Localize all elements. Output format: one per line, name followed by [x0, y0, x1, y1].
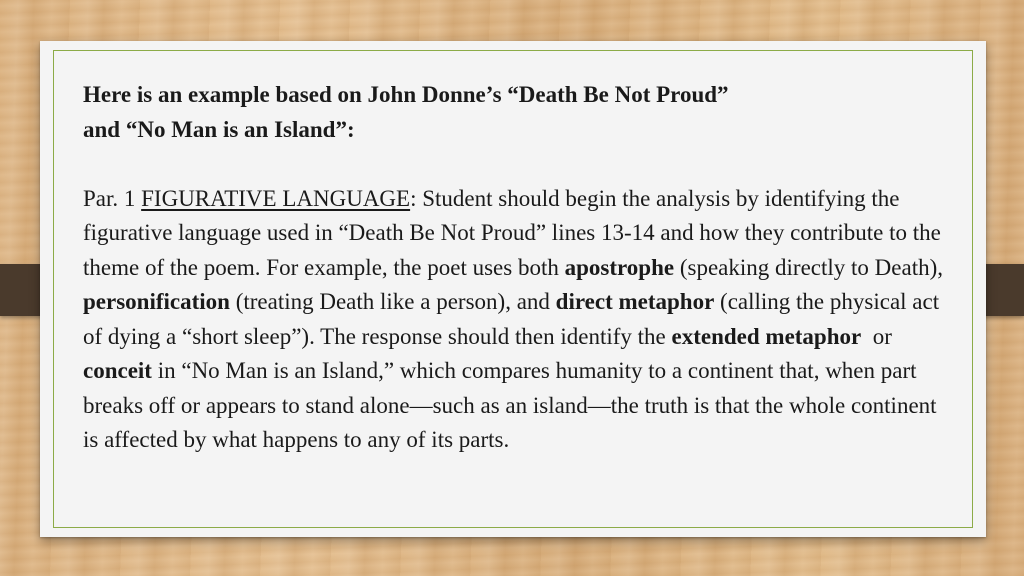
paragraph-text-4: (calling the physical act of dying a “short sleep”). The response should then identify the: [83, 289, 940, 349]
term-conceit: conceit: [83, 358, 152, 383]
paragraph-text-5: or: [861, 323, 898, 349]
slide-text-block: [83, 78, 953, 458]
paragraph-spacer: [83, 147, 953, 182]
paragraph-text-1: : Student should begin the analysis by identifying the figurative language used in “Death Be Not Proud” lines 13-14 and how they contribute to the theme of the poem. For example, the poet uses both: [83, 185, 941, 280]
term-extended-metaphor: extended metaphor: [671, 323, 862, 349]
paragraph-text-2: (speaking directly to Death),: [674, 254, 943, 280]
paragraph-1: [83, 182, 953, 458]
paragraph-label: Par. 1: [83, 185, 142, 211]
term-personification: personification: [83, 289, 230, 314]
slide-card: [40, 41, 986, 537]
heading-line-2: and “No Man is an Island”:: [83, 116, 355, 142]
term-direct-metaphor: direct metaphor: [555, 289, 715, 314]
paragraph-text-6: in “No Man is an Island,” which compares humanity to a continent that, when part breaks off or appears to stand alone—such as an island—the truth is that the whole continent is affected by what happens to any of its parts.: [83, 358, 937, 452]
slide-heading: [83, 78, 953, 147]
paragraph-text-3: (treating Death like a person), and: [229, 289, 556, 314]
heading-line-1: Here is an example based on John Donne’s “Death Be Not Proud”: [83, 82, 729, 107]
term-apostrophe: apostrophe: [564, 254, 675, 280]
section-title: FIGURATIVE LANGUAGE: [141, 185, 411, 211]
